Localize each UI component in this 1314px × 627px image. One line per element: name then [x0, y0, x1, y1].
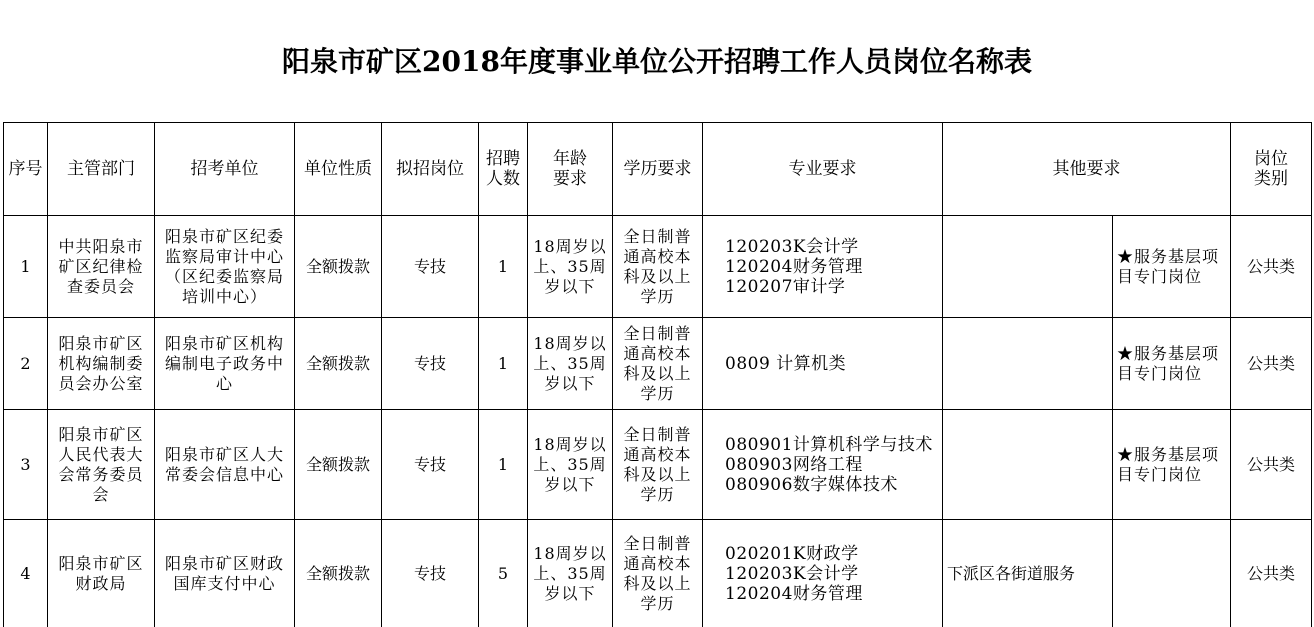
- cell-other-1: [943, 318, 1113, 410]
- cell-dept: 阳泉市矿区人民代表大会常务委员会: [48, 410, 155, 520]
- major-item: 120207审计学: [725, 277, 938, 297]
- cell-other-1: [943, 410, 1113, 520]
- cell-seq: 1: [4, 216, 48, 318]
- cell-edu: 全日制普通高校本科及以上学历: [613, 318, 703, 410]
- major-item: 080903网络工程: [725, 455, 938, 475]
- cell-age: 18周岁以上、35周岁以下: [528, 318, 613, 410]
- page-title: 阳泉市矿区2018年度事业单位公开招聘工作人员岗位名称表: [0, 40, 1314, 80]
- header-category-line2: 类别: [1235, 169, 1307, 189]
- header-dept: 主管部门: [48, 123, 155, 216]
- cell-other-1: [943, 216, 1113, 318]
- major-item: 120204财务管理: [725, 584, 938, 604]
- cell-count: 1: [479, 216, 528, 318]
- cell-age: 18周岁以上、35周岁以下: [528, 410, 613, 520]
- cell-majors: [703, 216, 943, 318]
- major-item: 120203K会计学: [725, 564, 938, 584]
- header-major: 专业要求: [703, 123, 943, 216]
- cell-age: 18周岁以上、35周岁以下: [528, 216, 613, 318]
- cell-majors: [703, 520, 943, 627]
- major-item: 120204财务管理: [725, 257, 938, 277]
- cell-seq: 3: [4, 410, 48, 520]
- header-category-line1: 岗位: [1235, 149, 1307, 169]
- table-row: [4, 410, 1312, 520]
- table-row: [4, 520, 1312, 627]
- header-post: 拟招岗位: [382, 123, 479, 216]
- cell-majors: [703, 318, 943, 410]
- header-count-line2: 人数: [483, 169, 523, 189]
- cell-post: 专技: [382, 520, 479, 627]
- major-item: 120203K会计学: [725, 237, 938, 257]
- header-seq: 序号: [4, 123, 48, 216]
- cell-category: 公共类: [1231, 410, 1312, 520]
- cell-age: 18周岁以上、35周岁以下: [528, 520, 613, 627]
- cell-unit: 阳泉市矿区机构编制电子政务中心: [155, 318, 295, 410]
- header-row: [4, 123, 1312, 216]
- cell-post: 专技: [382, 410, 479, 520]
- cell-count: 1: [479, 318, 528, 410]
- cell-post: 专技: [382, 216, 479, 318]
- cell-other-2: [1113, 520, 1231, 627]
- header-age-line1: 年龄: [532, 149, 608, 169]
- table-row: [4, 318, 1312, 410]
- cell-other-2: ★服务基层项目专门岗位: [1113, 318, 1231, 410]
- cell-edu: 全日制普通高校本科及以上学历: [613, 410, 703, 520]
- cell-seq: 2: [4, 318, 48, 410]
- cell-other-2: ★服务基层项目专门岗位: [1113, 216, 1231, 318]
- cell-other-2: ★服务基层项目专门岗位: [1113, 410, 1231, 520]
- header-count: [479, 123, 528, 216]
- cell-dept: 中共阳泉市矿区纪律检查委员会: [48, 216, 155, 318]
- cell-nature: 全额拨款: [295, 520, 382, 627]
- cell-category: 公共类: [1231, 520, 1312, 627]
- cell-nature: 全额拨款: [295, 410, 382, 520]
- cell-post: 专技: [382, 318, 479, 410]
- cell-other-1: 下派区各街道服务: [943, 520, 1113, 627]
- major-item: 020201K财政学: [725, 544, 938, 564]
- table-row: [4, 216, 1312, 318]
- header-nature: 单位性质: [295, 123, 382, 216]
- cell-unit: 阳泉市矿区人大常委会信息中心: [155, 410, 295, 520]
- cell-category: 公共类: [1231, 216, 1312, 318]
- cell-unit: 阳泉市矿区纪委监察局审计中心（区纪委监察局培训中心）: [155, 216, 295, 318]
- header-other: 其他要求: [943, 123, 1231, 216]
- cell-count: 1: [479, 410, 528, 520]
- cell-category: 公共类: [1231, 318, 1312, 410]
- cell-count: 5: [479, 520, 528, 627]
- cell-unit: 阳泉市矿区财政国库支付中心: [155, 520, 295, 627]
- header-count-line1: 招聘: [483, 149, 523, 169]
- header-category: [1231, 123, 1312, 216]
- header-unit: 招考单位: [155, 123, 295, 216]
- cell-seq: 4: [4, 520, 48, 627]
- header-age-line2: 要求: [532, 169, 608, 189]
- major-item: 080901计算机科学与技术: [725, 435, 938, 455]
- positions-table: [3, 122, 1312, 627]
- major-item: 0809 计算机类: [725, 354, 938, 374]
- cell-dept: 阳泉市矿区机构编制委员会办公室: [48, 318, 155, 410]
- header-edu: 学历要求: [613, 123, 703, 216]
- cell-nature: 全额拨款: [295, 318, 382, 410]
- cell-dept: 阳泉市矿区财政局: [48, 520, 155, 627]
- header-age: [528, 123, 613, 216]
- cell-nature: 全额拨款: [295, 216, 382, 318]
- cell-edu: 全日制普通高校本科及以上学历: [613, 216, 703, 318]
- major-item: 080906数字媒体技术: [725, 475, 938, 495]
- cell-edu: 全日制普通高校本科及以上学历: [613, 520, 703, 627]
- cell-majors: [703, 410, 943, 520]
